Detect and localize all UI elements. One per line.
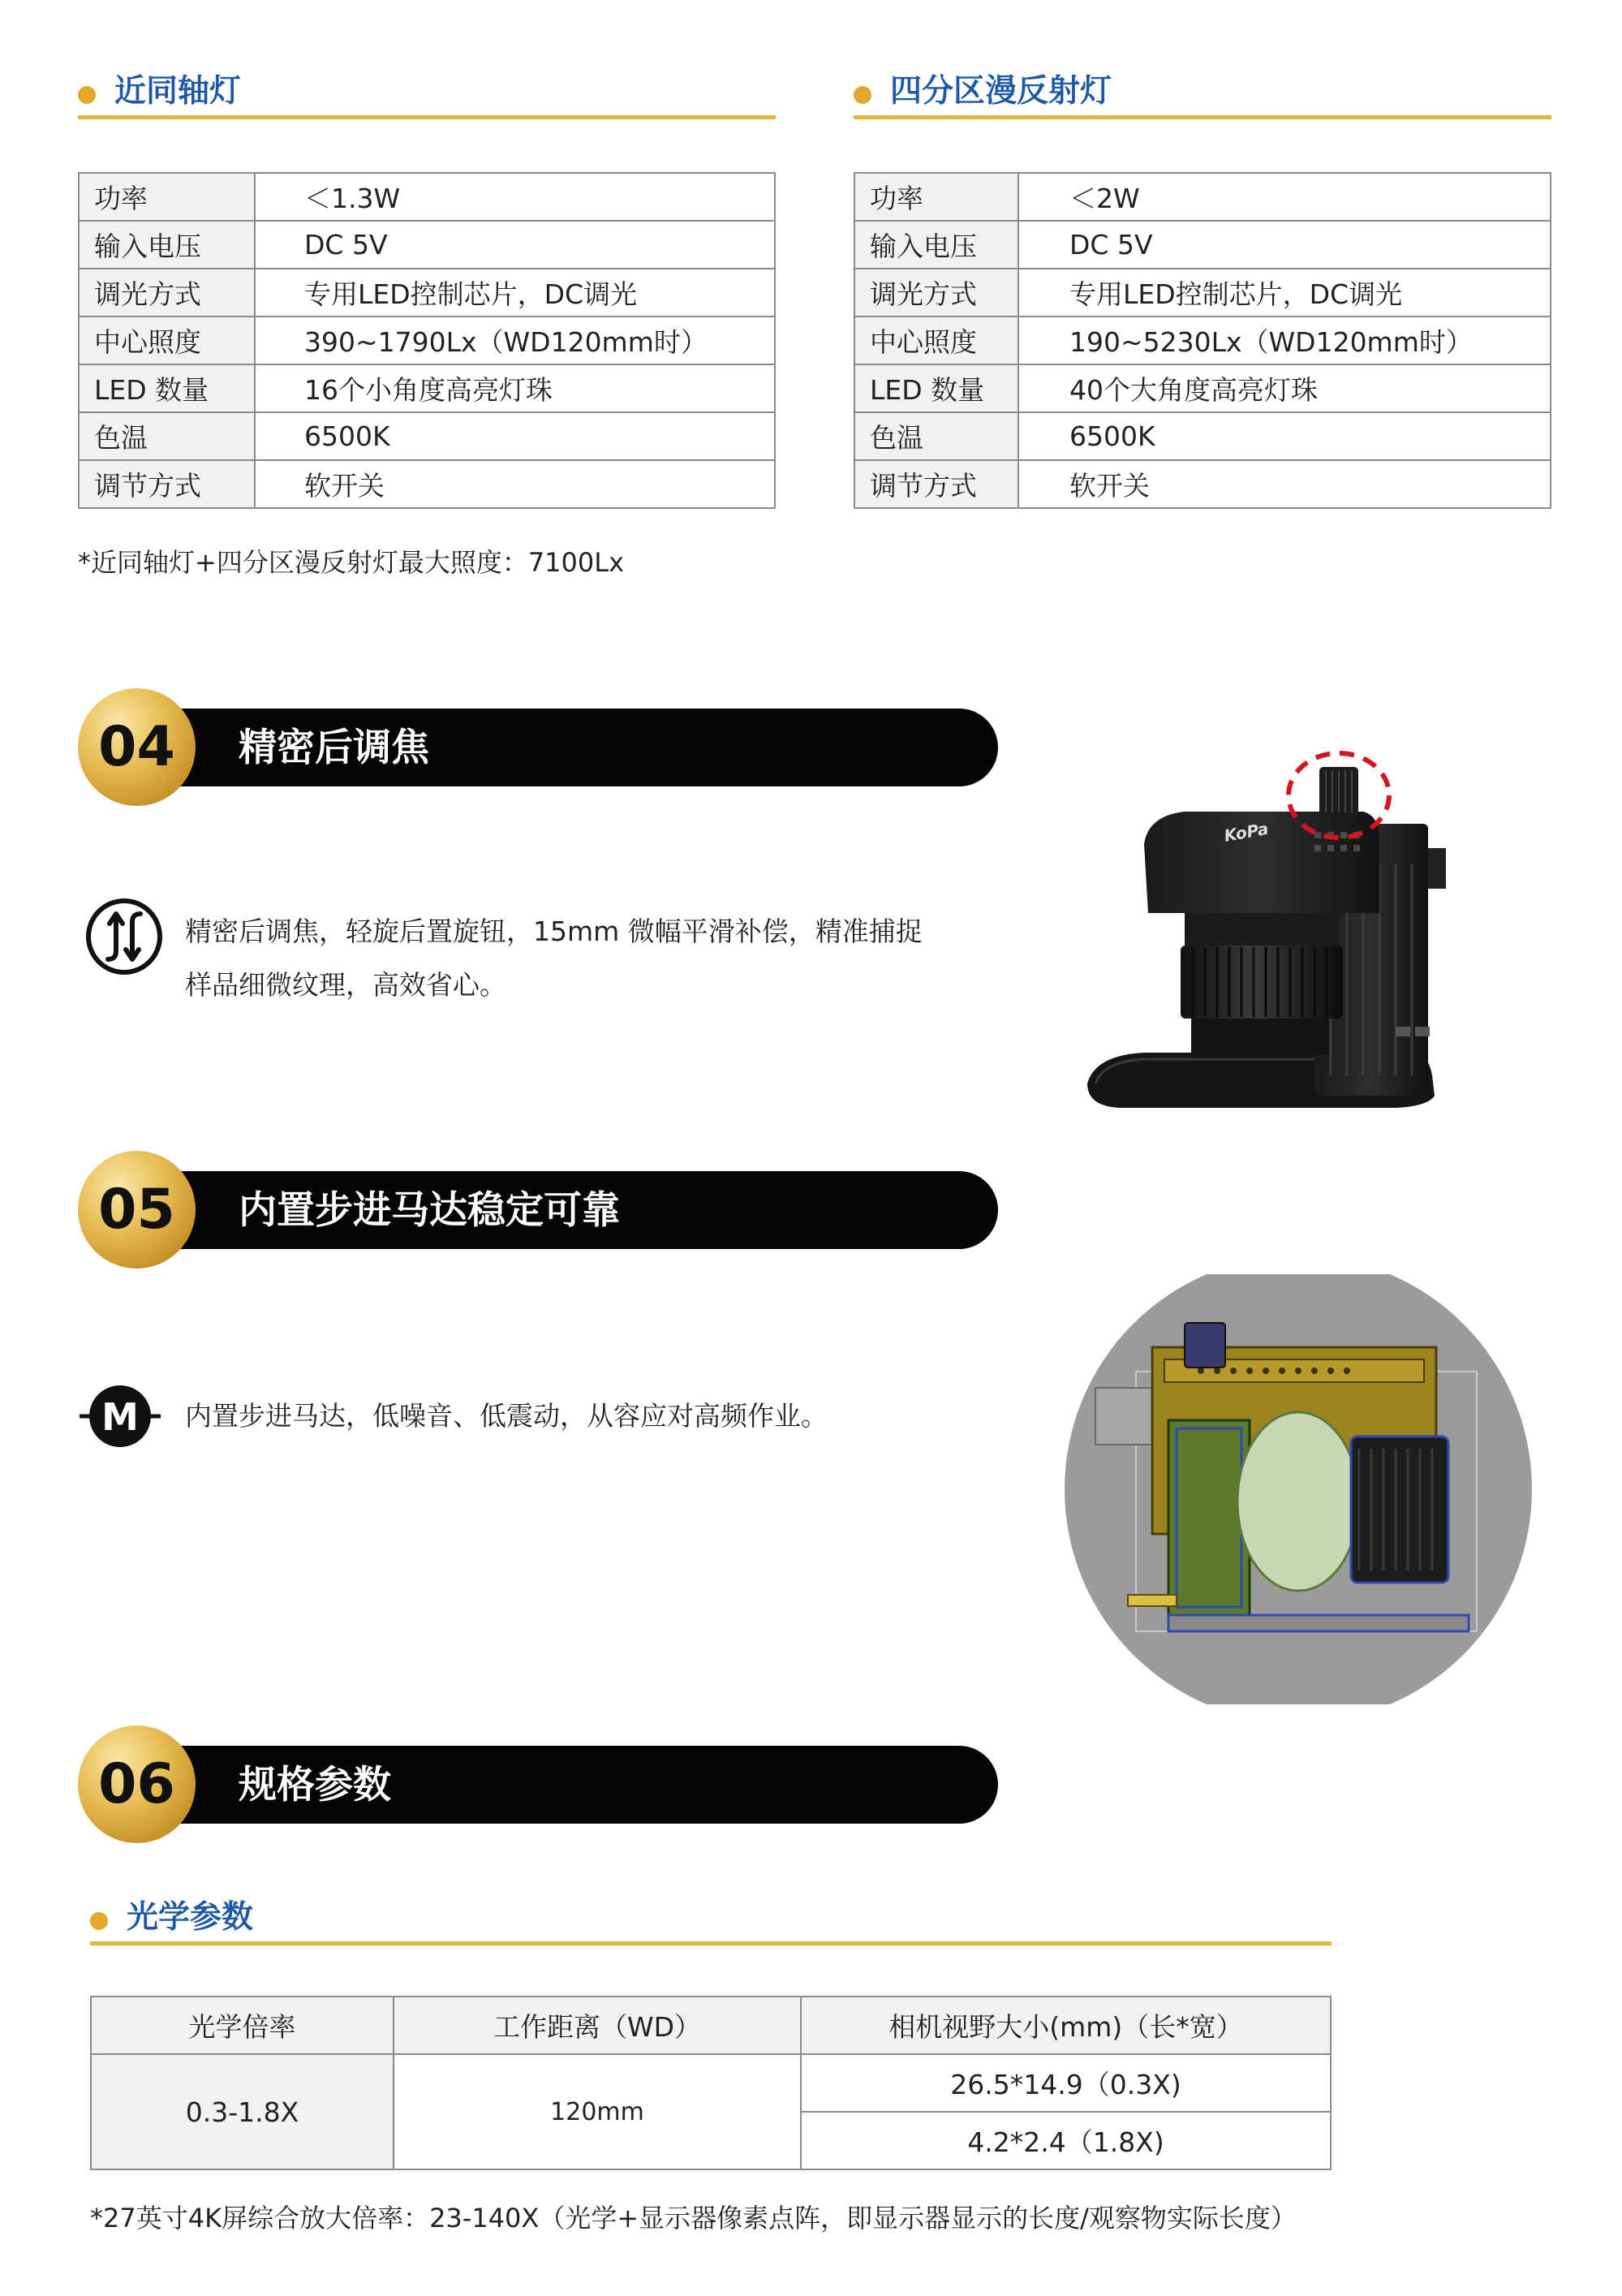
spec-row [79,364,775,412]
section-title: 内置步进马达稳定可靠 [239,1188,620,1233]
spec-label: 功率 [79,173,255,221]
section-number: 04 [98,715,175,779]
spec-row [79,173,775,221]
optics-header-field: 相机视野大小(mm)（长*宽） [801,1997,1331,2054]
spec-row [854,173,1551,221]
spec-row [854,269,1551,317]
max-illuminance-note: *近同轴灯+四分区漫反射灯最大照度：7100Lx [78,547,625,578]
spec-value: 软开关 [1018,460,1551,508]
spec-label: 功率 [854,173,1018,221]
description-line: 内置步进马达，低噪音、低震动，从容应对高频作业。 [185,1400,828,1432]
quadrant-light-heading [854,71,1551,117]
coaxial-light-heading [78,71,776,117]
optics-table [90,1996,1332,2170]
optics-heading-text: 光学参数 [127,1899,254,1936]
spec-label: 色温 [854,412,1018,460]
spec-value: ＜1.3W [255,173,775,221]
spec-value: 390~1790Lx（WD120mm时） [255,317,775,364]
section-title: 精密后调焦 [239,726,429,770]
motor-icon-letter: M [101,1395,139,1439]
spec-value: 专用LED控制芯片，DC调光 [1018,269,1551,317]
optics-header-wd: 工作距离（WD） [394,1997,801,2054]
optics-header-magnification: 光学倍率 [91,1997,394,2054]
spec-label: 中心照度 [854,317,1018,364]
spec-label: 色温 [79,412,255,460]
section-title: 规格参数 [239,1763,391,1807]
spec-value: DC 5V [1018,221,1551,269]
spec-row [79,221,775,269]
spec-row [854,412,1551,460]
section-06-banner [78,1725,998,1843]
spec-value: 190~5230Lx（WD120mm时） [1018,317,1551,364]
spec-label: 输入电压 [79,221,255,269]
spec-row [79,412,775,460]
description-line: 精密后调焦，轻旋后置旋钮，15mm 微幅平滑补偿，精准捕捉 [185,915,923,947]
coaxial-heading-text: 近同轴灯 [114,73,242,110]
optics-heading [90,1898,1332,1943]
magnification-note: *27英寸4K屏综合放大倍率：23-140X（光学+显示器像素点阵，即显示器显示的长度/观察物实际长度） [90,2203,1297,2234]
spec-row [854,364,1551,412]
spec-value: 6500K [255,412,775,460]
spec-row [79,269,775,317]
spec-value: ＜2W [1018,173,1551,221]
motor-cutaway-image [1063,1274,1534,1704]
section-number: 05 [98,1178,175,1242]
optics-wd-value: 120mm [394,2054,801,2169]
focus-arrows-icon [84,896,165,977]
spec-label: 中心照度 [79,317,255,364]
spec-label: 调节方式 [854,460,1018,508]
coaxial-spec-table [78,172,776,509]
spec-row [854,221,1551,269]
section-number: 06 [98,1752,175,1816]
spec-label: 调节方式 [79,460,255,508]
section-04-banner [78,688,998,806]
section-05-banner [78,1151,998,1269]
bullet-dot-icon [78,86,96,104]
heading-rule [78,115,776,119]
spec-value: 6500K [1018,412,1551,460]
description-line: 样品细微纹理，高效省心。 [185,969,506,1001]
spec-value: 软开关 [255,460,775,508]
spec-row [854,460,1551,508]
kopa-logo-text: KoPa [1222,818,1271,846]
spec-row [79,460,775,508]
spec-label: 调光方式 [854,269,1018,317]
spec-label: 调光方式 [79,269,255,317]
optics-field-value: 4.2*2.4（1.8X) [801,2112,1331,2169]
spec-value: 16个小角度高亮灯珠 [255,364,775,412]
bullet-dot-icon [90,1912,108,1930]
section-number-badge [78,1725,196,1843]
spec-value: 40个大角度高亮灯珠 [1018,364,1551,412]
spec-label: LED 数量 [79,364,255,412]
camera-product-image [1071,734,1493,1124]
heading-rule [90,1941,1332,1945]
motor-icon [78,1380,162,1453]
spec-label: LED 数量 [854,364,1018,412]
spec-value: DC 5V [255,221,775,269]
spec-value: 专用LED控制芯片，DC调光 [255,269,775,317]
focus-description [185,905,964,1012]
section-number-badge [78,1151,196,1269]
heading-rule [854,115,1551,119]
motor-description [185,1389,964,1443]
section-number-badge [78,688,196,806]
spec-row [854,317,1551,364]
spec-row [79,317,775,364]
optics-field-value: 26.5*14.9（0.3X) [801,2054,1331,2112]
optics-magnification-value: 0.3-1.8X [91,2054,394,2169]
quadrant-spec-table [854,172,1551,509]
quadrant-heading-text: 四分区漫反射灯 [890,73,1112,110]
spec-label: 输入电压 [854,221,1018,269]
bullet-dot-icon [854,86,871,104]
